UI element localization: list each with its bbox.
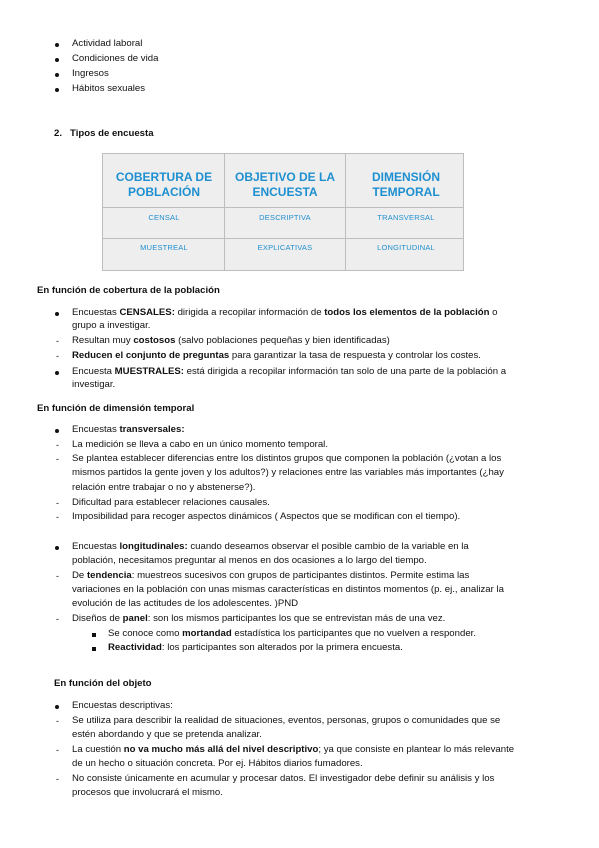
list-item-continuation: población, necesitamos preguntar al menos en dos ocasiones a lo largo del tiempo.: [72, 555, 427, 566]
list-item-continuation: grupo a investigar.: [72, 320, 151, 331]
dash-marker: -: [56, 440, 59, 450]
list-item: [72, 350, 481, 362]
list-item-continuation: evolución de las actitudes de los adolescentes. )PND: [72, 598, 299, 609]
text: Encuesta: [72, 366, 115, 377]
list-item: Se plantea establecer diferencias entre los distintos grupos que componen la población (¿votan a los: [72, 453, 502, 464]
heading-objeto: En función del objeto: [54, 678, 152, 689]
text-bold: CENSALES:: [119, 307, 175, 318]
heading-dimension: En función de dimensión temporal: [37, 403, 195, 414]
list-item-continuation: variaciones en la población con unas mismas características en distintos momentos (p. ej., analizar la: [72, 584, 504, 595]
text: Resultan muy: [72, 335, 134, 346]
table-cell: TRANSVERSAL: [377, 213, 435, 222]
dash-marker: -: [56, 498, 59, 508]
table-column: [225, 154, 345, 270]
bullet-icon: [55, 307, 59, 319]
text: o: [489, 307, 498, 318]
text: dirigida a recopilar información de: [174, 307, 325, 318]
section-number: 2.: [54, 128, 63, 139]
square-bullet-icon: [92, 628, 96, 640]
text: ; ya que consiste en plantear lo más relevante: [318, 744, 515, 755]
dash-marker: -: [56, 571, 59, 581]
list-item: Encuestas descriptivas:: [72, 700, 173, 711]
text: : son los mismos participantes los que se entrevistan más de una vez.: [147, 613, 446, 624]
dash-marker: -: [56, 454, 59, 464]
text: para garantizar la tasa de respuesta y controlar los costes.: [229, 350, 481, 361]
list-item-continuation: de un hecho o situación concreta. Por ej. Hábitos diarios fumadores.: [72, 758, 363, 769]
heading-cobertura: En función de cobertura de la población: [37, 285, 220, 296]
text: De: [72, 570, 87, 581]
header-line: ENCUESTA: [252, 184, 318, 199]
text: cuando deseamos observar el posible cambio de la variable en la: [187, 541, 469, 552]
header-line: OBJETIVO DE LA: [234, 170, 335, 184]
list-item: No consiste únicamente en acumular y procesar datos. El investigador debe definir su análisis y los: [72, 773, 495, 784]
bullet-icon: [55, 424, 59, 436]
header-line: POBLACIÓN: [128, 184, 200, 199]
list-item: Ingresos: [72, 68, 109, 79]
header-line: TEMPORAL: [372, 184, 440, 199]
list-item: Actividad laboral: [72, 38, 143, 49]
list-item: [72, 541, 469, 553]
text-bold: todos los elementos de la población: [324, 307, 490, 318]
text: : muestreos sucesivos con grupos de participantes distintos. Permite estima las: [131, 570, 470, 581]
list-item: [72, 335, 390, 347]
text: Encuestas: [72, 541, 120, 552]
bullet-icon: [55, 700, 59, 712]
text: : los participantes son alterados por la primera encuesta.: [161, 642, 403, 653]
text: Diseños de: [72, 613, 123, 624]
text-bold: panel: [122, 613, 148, 624]
text: Encuestas: [72, 424, 120, 435]
table-header: [104, 170, 224, 199]
list-item: [72, 613, 445, 625]
dash-marker: -: [56, 351, 59, 361]
text-bold: Reducen el conjunto de preguntas: [72, 350, 230, 361]
list-item: [72, 366, 506, 378]
text: Encuestas: [72, 307, 120, 318]
bullet-icon: [55, 38, 59, 50]
list-item: Hábitos sexuales: [72, 83, 146, 94]
text-bold: no va mucho más allá del nivel descriptivo: [123, 744, 319, 755]
list-item-continuation: investigar.: [72, 379, 116, 390]
table-header: [346, 170, 466, 199]
text: Se conoce como: [108, 628, 183, 639]
dash-marker: -: [56, 774, 59, 784]
bullet-icon: [55, 83, 59, 95]
header-line: DIMENSIÓN: [371, 170, 440, 184]
header-line: COBERTURA DE: [115, 170, 213, 184]
list-item-continuation: mismos partidos la gente joven y los adultos?) y relaciones entre las variables más importantes (¿hay: [72, 467, 504, 478]
section-heading: [54, 128, 154, 139]
sublist-item: [108, 642, 403, 654]
bullet-icon: [55, 53, 59, 65]
text-bold: tendencia: [86, 570, 132, 581]
table-column: [346, 154, 466, 270]
text-bold: mortandad: [182, 628, 232, 639]
dash-marker: -: [56, 336, 59, 346]
text: estadística los participantes que no vuelven a responder.: [231, 628, 476, 639]
list-item: [72, 307, 498, 319]
table-header: [225, 170, 345, 199]
text: está dirigida a recopilar información tan solo de una parte de la población a: [183, 366, 507, 377]
list-item: La medición se lleva a cabo en un único momento temporal.: [72, 439, 328, 450]
list-item: Condiciones de vida: [72, 53, 159, 64]
list-item-continuation: relación entre trabajar o no y abstenerse?).: [72, 482, 256, 493]
list-item: Dificultad para establecer relaciones causales.: [72, 497, 270, 508]
list-item: [72, 424, 185, 436]
sublist-item: [108, 628, 476, 640]
list-item: Imposibilidad para recoger aspectos dinámicos ( Aspectos que se modifican con el tiempo).: [72, 511, 461, 522]
list-item: [72, 744, 514, 756]
text-bold: Reactividad: [108, 642, 162, 653]
bullet-icon: [55, 366, 59, 378]
text-bold: longitudinales:: [119, 541, 188, 552]
table-cell: EXPLICATIVAS: [257, 243, 313, 252]
square-bullet-icon: [92, 642, 96, 654]
bullet-icon: [55, 541, 59, 553]
survey-types-table: [102, 153, 464, 271]
table-cell: LONGITUDINAL: [377, 243, 435, 252]
list-item: Se utiliza para describir la realidad de situaciones, eventos, personas, grupos o comunidades que se: [72, 715, 501, 726]
text: (salvo poblaciones pequeñas y bien identificadas): [175, 335, 390, 346]
list-item-continuation: estén abordando y que se pretenda analizar.: [72, 729, 262, 740]
list-item-continuation: procesos que involucrará el mismo.: [72, 787, 223, 798]
table-cell: MUESTREAL: [140, 243, 188, 252]
text: La cuestión: [72, 744, 124, 755]
text-bold: costosos: [133, 335, 176, 346]
text-bold: MUESTRALES:: [114, 366, 184, 377]
bullet-icon: [55, 68, 59, 80]
dash-marker: -: [56, 614, 59, 624]
table-cell: CENSAL: [148, 213, 180, 222]
dash-marker: -: [56, 745, 59, 755]
list-item: [72, 570, 469, 582]
dash-marker: -: [56, 716, 59, 726]
section-title: Tipos de encuesta: [70, 128, 154, 139]
table-cell: DESCRIPTIVA: [259, 213, 311, 222]
dash-marker: -: [56, 512, 59, 522]
table-column: [104, 154, 224, 270]
text-bold: transversales:: [119, 424, 185, 435]
